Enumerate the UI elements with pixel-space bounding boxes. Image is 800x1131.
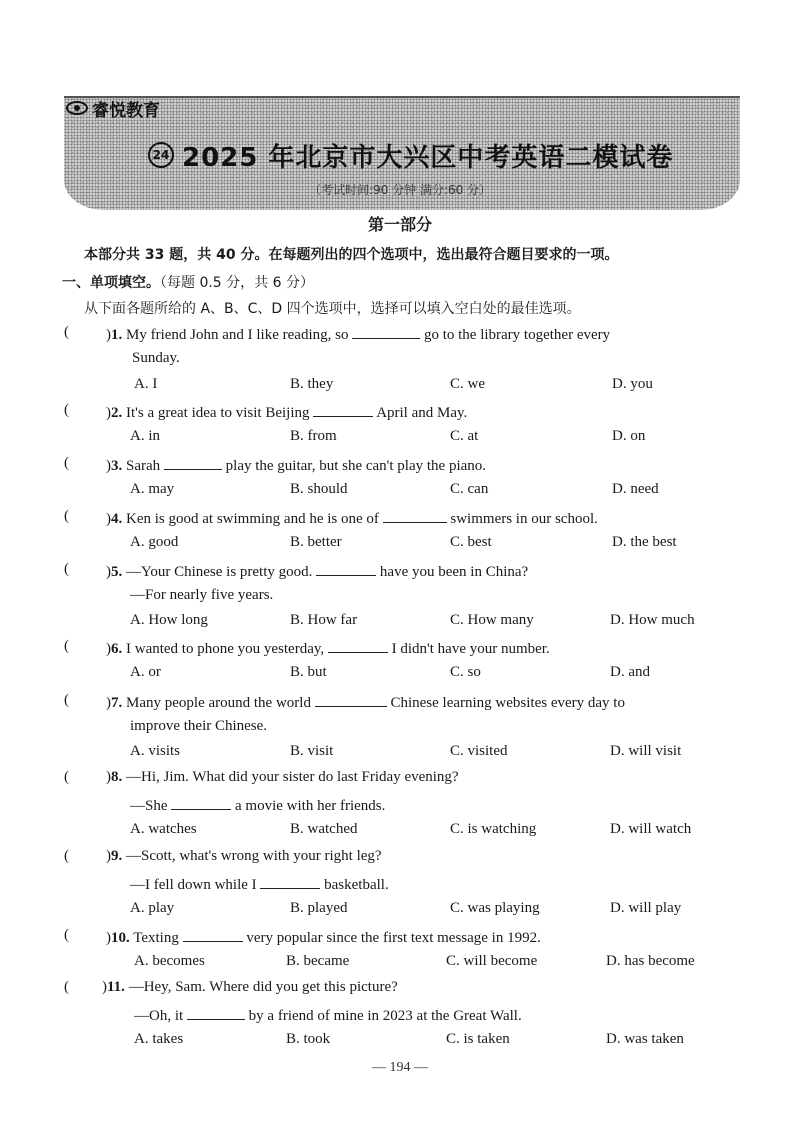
option-d: D. on xyxy=(612,428,646,444)
question-1: )1. My friend John and I like reading, so go to the library together every xyxy=(106,324,610,344)
option-b: B. played xyxy=(290,900,348,916)
option-b: B. from xyxy=(290,428,337,444)
answer-paren: ( xyxy=(64,324,69,340)
question-3: )3. Sarah play the guitar, but she can't play the piano. xyxy=(106,455,486,475)
question-9-line-2: —I fell down while I basketball. xyxy=(130,874,389,894)
option-d: D. the best xyxy=(612,534,677,550)
brand-name: 睿悦教育 xyxy=(92,100,160,121)
section-instruction: 从下面各题所给的 A、B、C、D 四个选项中，选择可以填入空白处的最佳选项。 xyxy=(84,301,581,317)
option-a: A. visits xyxy=(130,743,181,759)
question-9: )9. —Scott, what's wrong with your right leg? xyxy=(106,848,382,864)
exam-number-badge: 24 xyxy=(148,142,174,168)
option-a: A. I xyxy=(134,376,158,392)
exam-title xyxy=(148,138,673,172)
option-c: C. at xyxy=(450,428,479,444)
option-b: B. How far xyxy=(290,612,358,628)
option-c: C. is watching xyxy=(450,821,537,837)
option-d: D. and xyxy=(610,664,650,680)
question-6: )6. I wanted to phone you yesterday, I didn't have your number. xyxy=(106,638,550,658)
option-c: C. we xyxy=(450,376,485,392)
question-7: )7. Many people around the world Chinese learning websites every day to xyxy=(106,692,625,712)
part-title: 第一部分 xyxy=(367,215,432,234)
question-1-line-2: Sunday. xyxy=(132,350,180,366)
question-4: )4. Ken is good at swimming and he is one of swimmers in our school. xyxy=(106,508,598,528)
option-d: D. How much xyxy=(610,612,695,628)
option-b: B. took xyxy=(286,1031,331,1047)
option-a: A. play xyxy=(130,900,175,916)
question-11: )11. —Hey, Sam. Where did you get this picture? xyxy=(102,979,398,995)
option-b: B. became xyxy=(286,953,350,969)
option-d: D. will visit xyxy=(610,743,682,759)
question-7-line-2: improve their Chinese. xyxy=(130,718,268,734)
option-d: D. will play xyxy=(610,900,682,916)
brand-logo-icon xyxy=(66,101,88,115)
option-c: C. will become xyxy=(446,953,538,969)
exam-title-text: 2025 年北京市大兴区中考英语二模试卷 xyxy=(182,142,674,173)
answer-paren: ( xyxy=(64,508,69,524)
option-a: A. How long xyxy=(130,612,208,628)
option-b: B. better xyxy=(290,534,342,550)
option-c: C. How many xyxy=(450,612,534,628)
page-number: — 194 — xyxy=(372,1060,428,1075)
answer-blank xyxy=(315,692,387,707)
option-a: A. becomes xyxy=(134,953,205,969)
answer-paren: ( xyxy=(64,979,69,995)
answer-paren: ( xyxy=(64,769,69,785)
answer-blank xyxy=(316,561,376,576)
option-c: C. can xyxy=(450,481,489,497)
option-d: D. need xyxy=(612,481,659,497)
option-a: A. in xyxy=(130,428,160,444)
answer-blank xyxy=(171,795,231,810)
option-d: D. has become xyxy=(606,953,695,969)
question-8-line-2: —She a movie with her friends. xyxy=(130,795,385,815)
answer-blank xyxy=(328,638,388,653)
exam-info: （考试时间:90 分钟 满分:60 分） xyxy=(308,183,492,197)
answer-paren: ( xyxy=(64,402,69,418)
part-intro: 本部分共 33 题，共 40 分。在每题列出的四个选项中，选出最符合题目要求的一项。 xyxy=(84,247,619,263)
option-b: B. visit xyxy=(290,743,334,759)
option-c: C. visited xyxy=(450,743,508,759)
option-d: D. you xyxy=(612,376,653,392)
question-10: )10. Texting very popular since the first text message in 1992. xyxy=(106,927,541,947)
answer-blank xyxy=(313,402,373,417)
answer-blank xyxy=(383,508,447,523)
answer-blank xyxy=(164,455,222,470)
option-d: D. was taken xyxy=(606,1031,684,1047)
answer-paren: ( xyxy=(64,927,69,943)
section-title: 一、单项填空。 xyxy=(62,275,160,291)
brand xyxy=(66,98,160,121)
option-a: A. or xyxy=(130,664,161,680)
option-b: B. watched xyxy=(290,821,358,837)
option-c: C. is taken xyxy=(446,1031,510,1047)
section-heading xyxy=(62,272,314,292)
answer-blank xyxy=(183,927,243,942)
question-5: )5. —Your Chinese is pretty good. have you been in China? xyxy=(106,561,528,581)
answer-blank xyxy=(187,1005,245,1020)
question-8: )8. —Hi, Jim. What did your sister do last Friday evening? xyxy=(106,769,459,785)
answer-paren: ( xyxy=(64,692,69,708)
option-b: B. but xyxy=(290,664,327,680)
option-d: D. will watch xyxy=(610,821,692,837)
option-a: A. takes xyxy=(134,1031,184,1047)
answer-paren: ( xyxy=(64,455,69,471)
section-score: （每题 0.5 分，共 6 分） xyxy=(160,275,314,291)
answer-paren: ( xyxy=(64,638,69,654)
option-a: A. good xyxy=(130,534,179,550)
option-c: C. was playing xyxy=(450,900,540,916)
question-11-line-2: —Oh, it by a friend of mine in 2023 at the Great Wall. xyxy=(134,1005,522,1025)
option-a: A. watches xyxy=(130,821,197,837)
answer-blank xyxy=(352,324,420,339)
question-5-line-2: —For nearly five years. xyxy=(130,587,274,603)
option-c: C. best xyxy=(450,534,492,550)
answer-blank xyxy=(260,874,320,889)
option-b: B. they xyxy=(290,376,334,392)
question-2: )2. It's a great idea to visit Beijing April and May. xyxy=(106,402,467,422)
answer-paren: ( xyxy=(64,848,69,864)
option-a: A. may xyxy=(130,481,175,497)
answer-paren: ( xyxy=(64,561,69,577)
option-c: C. so xyxy=(450,664,481,680)
option-b: B. should xyxy=(290,481,348,497)
